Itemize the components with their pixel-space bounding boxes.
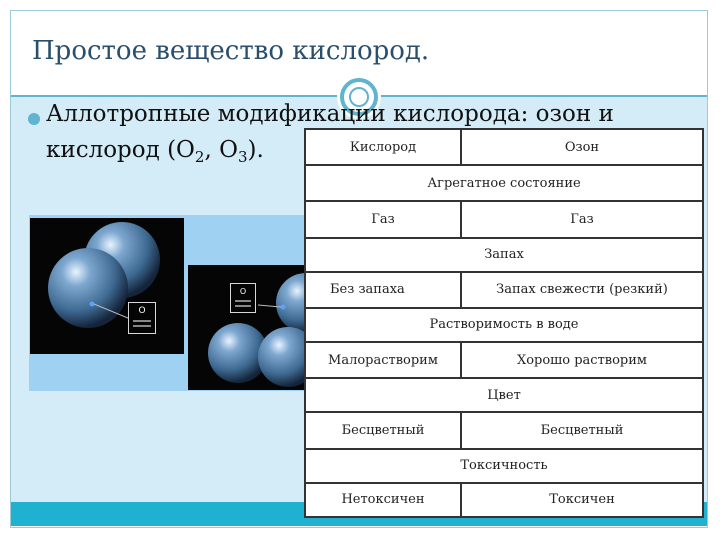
table-cell: Бесцветный: [305, 412, 461, 448]
table-row: [305, 412, 703, 448]
table-row: [305, 272, 703, 308]
table-row: [305, 483, 703, 517]
table-section-header: [305, 165, 703, 201]
table-row: [305, 342, 703, 378]
section-header-cell: Агрегатное состояние: [305, 165, 703, 201]
table-cell: Токсичен: [461, 483, 703, 517]
properties-table: [304, 128, 704, 518]
table-cell: Озон: [461, 129, 703, 165]
table-cell: Запах свежести (резкий): [461, 272, 703, 308]
table-section-header: [305, 378, 703, 412]
atom-caption-box: O: [230, 283, 256, 313]
table-cell: Кислород: [305, 129, 461, 165]
table-cell: Нетоксичен: [305, 483, 461, 517]
table-row: [305, 201, 703, 237]
table-cell: Без запаха: [305, 272, 461, 308]
o2-molecule-image: [30, 218, 184, 354]
table-cell: Малорастворим: [305, 342, 461, 378]
section-header-cell: Токсичность: [305, 449, 703, 483]
table-section-header: [305, 308, 703, 342]
slide-title: Простое вещество кислород.: [32, 36, 430, 66]
section-header-cell: Запах: [305, 238, 703, 272]
bullet-text-line2: кислород ($О_2$, $О_3$).: [46, 137, 264, 166]
table-row: [305, 129, 703, 165]
atom-caption-box: O: [128, 302, 156, 334]
table-cell: Бесцветный: [461, 412, 703, 448]
bullet-icon: [28, 113, 40, 125]
table-section-header: [305, 449, 703, 483]
table-cell: Газ: [305, 201, 461, 237]
table-cell: Газ: [461, 201, 703, 237]
oxygen-atom: [48, 248, 128, 328]
section-header-cell: Цвет: [305, 378, 703, 412]
section-header-cell: Растворимость в воде: [305, 308, 703, 342]
table-cell: Хорошо растворим: [461, 342, 703, 378]
bullet-text-line1: Аллотропные модификации кислорода: озон и: [46, 101, 614, 127]
table-section-header: [305, 238, 703, 272]
